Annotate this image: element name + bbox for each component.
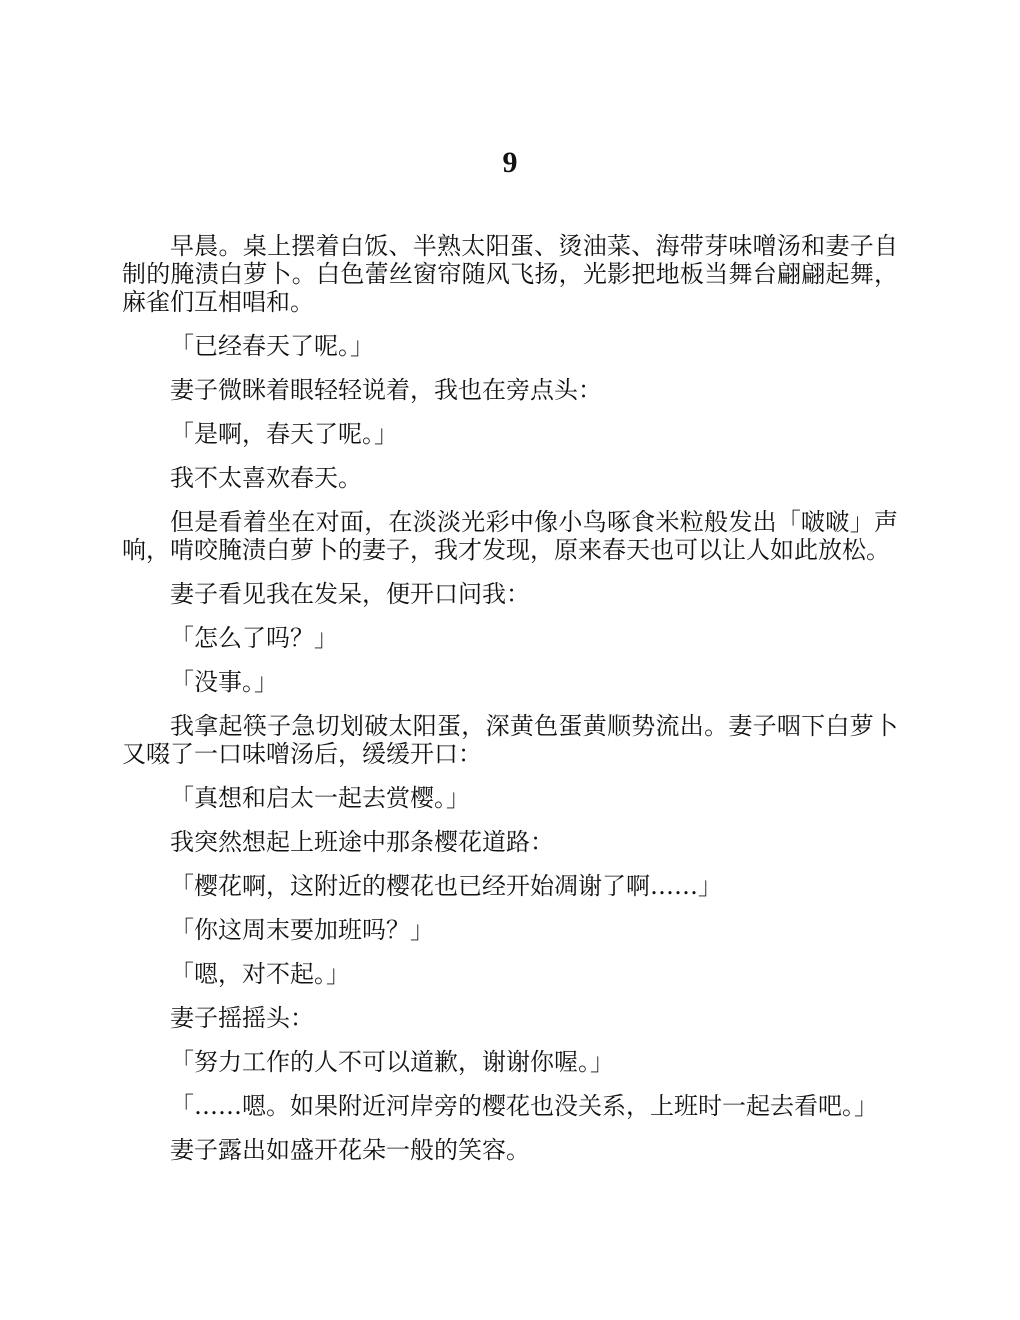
paragraph: 「你这周末要加班吗？」: [170, 916, 434, 944]
paragraph: 「努力工作的人不可以道歉，谢谢你喔。」: [170, 1048, 614, 1076]
paragraph: 妻子微眯着眼轻轻说着，我也在旁点头：: [170, 376, 602, 404]
paragraph: 妻子看见我在发呆，便开口问我：: [170, 580, 530, 608]
paragraph: 「樱花啊，这附近的樱花也已经开始凋谢了啊……」: [170, 872, 722, 900]
chapter-number: 9: [502, 146, 518, 179]
chapter-body: [122, 232, 898, 1180]
paragraph: 我拿起筷子急切划破太阳蛋，深黄色蛋黄顺势流出。妻子咽下白萝卜又啜了一口味噌汤后，缓缓开口：: [122, 712, 898, 768]
paragraph: 我突然想起上班途中那条樱花道路：: [170, 828, 554, 856]
paragraph: 「是啊，春天了呢。」: [170, 420, 398, 448]
paragraph: 我不太喜欢春天。: [170, 464, 362, 492]
paragraph: 妻子摇摇头：: [170, 1004, 314, 1032]
paragraph: 妻子露出如盛开花朵一般的笑容。: [170, 1136, 530, 1164]
paragraph: 但是看着坐在对面，在淡淡光彩中像小鸟啄食米粒般发出「啵啵」声响，啃咬腌渍白萝卜的妻子，我才发现，原来春天也可以让人如此放松。: [122, 508, 898, 564]
paragraph: 「怎么了吗？」: [170, 624, 338, 652]
paragraph: 「没事。」: [170, 668, 278, 696]
paragraph: 早晨。桌上摆着白饭、半熟太阳蛋、烫油菜、海带芽味噌汤和妻子自制的腌渍白萝卜。白色蕾丝窗帘随风飞扬，光影把地板当舞台翩翩起舞，麻雀们互相唱和。: [122, 232, 898, 316]
paragraph: 「嗯，对不起。」: [170, 960, 350, 988]
paragraph: 「……嗯。如果附近河岸旁的樱花也没关系，上班时一起去看吧。」: [170, 1092, 878, 1120]
paragraph: 「已经春天了呢。」: [170, 332, 374, 360]
paragraph: 「真想和启太一起去赏樱。」: [170, 784, 470, 812]
